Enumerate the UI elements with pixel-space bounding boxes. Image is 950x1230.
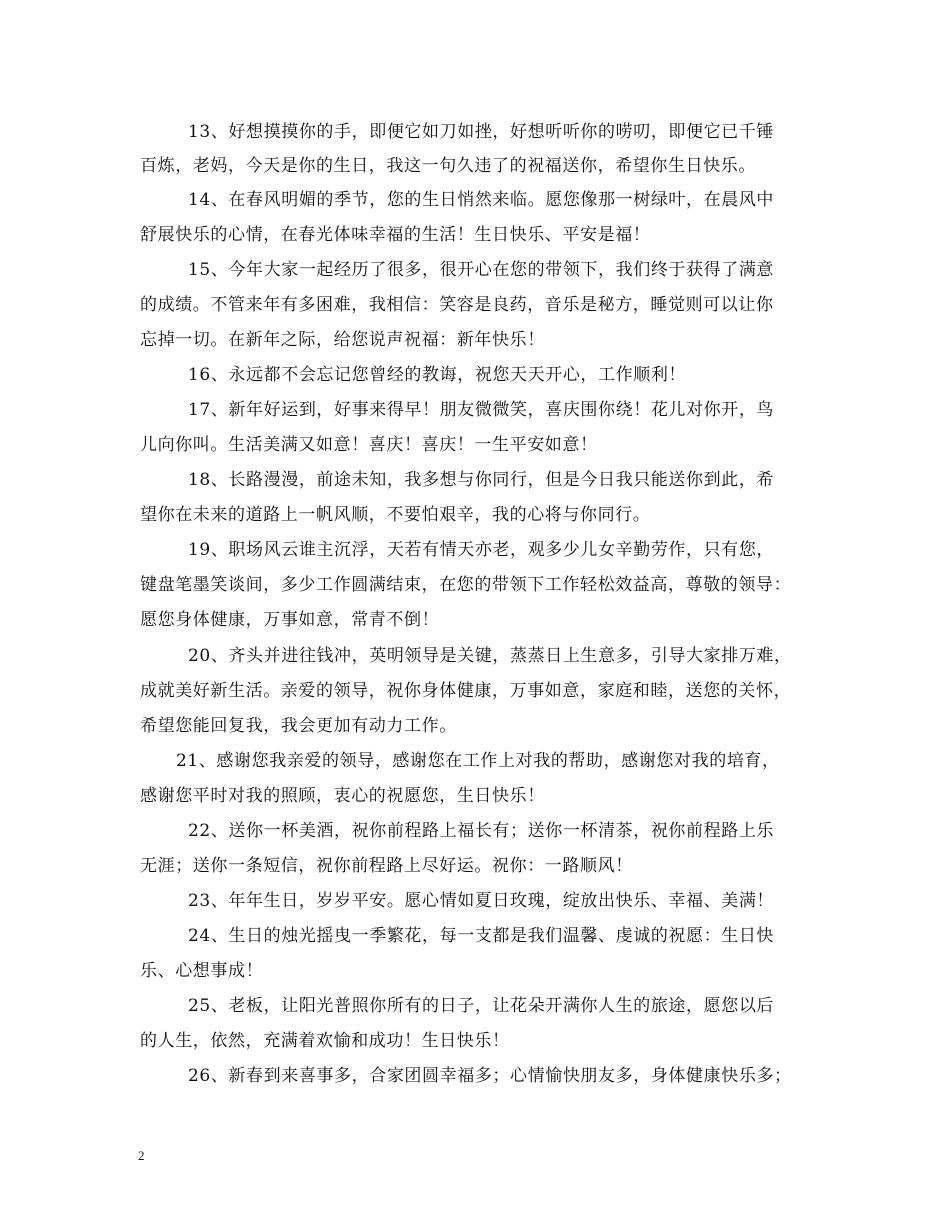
- paragraph-21-line-1: 21、感谢您我亲爱的领导，感谢您在工作上对我的帮助，感谢您对我的培育，: [176, 751, 780, 771]
- paragraph-15-line-1: 15、今年大家一起经历了很多，很开心在您的带领下，我们终于获得了满意: [188, 260, 775, 280]
- paragraph-14-line-1: 14、在春风明媚的季节，您的生日悄然来临。愿您像那一树绿叶，在晨风中: [188, 190, 775, 210]
- paragraph-20-line-3: 希望您能回复我，我会更加有动力工作。: [140, 716, 457, 736]
- paragraph-19-line-2: 键盘笔墨笑谈间，多少工作圆满结束，在您的带领下工作轻松效益高，尊敬的领导：: [140, 575, 792, 595]
- paragraph-22-line-1: 22、送你一杯美酒，祝你前程路上福长有；送你一杯清茶，祝你前程路上乐: [188, 821, 775, 841]
- paragraph-20-line-2: 成就美好新生活。亲爱的领导，祝你身体健康，万事如意，家庭和睦，送您的关怀，: [140, 681, 792, 701]
- paragraph-15-line-3: 忘掉一切。在新年之际，给您说声祝福：新年快乐！: [140, 330, 545, 350]
- paragraph-22-line-2: 无涯；送你一条短信，祝你前程路上尽好运。祝你：一路顺风！: [140, 856, 633, 876]
- paragraph-17-line-1: 17、新年好运到，好事来得早！朋友微微笑，喜庆围你绕！花儿对你开，鸟: [188, 400, 775, 420]
- paragraph-19-line-1: 19、职场风云谁主沉浮，天若有情天亦老，观多少儿女辛勤劳作，只有您，: [188, 540, 775, 560]
- paragraph-16-line-1: 16、永远都不会忘记您曾经的教诲，祝您天天开心，工作顺利！: [188, 365, 687, 385]
- paragraph-25-line-2: 的人生，依然，充满着欢愉和成功！生日快乐！: [140, 1031, 510, 1051]
- paragraph-19-line-3: 愿您身体健康，万事如意，常青不倒！: [140, 610, 440, 630]
- paragraph-24-line-1: 24、生日的烛光摇曳一季繁花，每一支都是我们温馨、虔诚的祝愿：生日快: [188, 926, 775, 946]
- paragraph-25-line-1: 25、老板，让阳光普照你所有的日子，让花朵开满你人生的旅途，愿您以后: [188, 996, 775, 1016]
- paragraph-24-line-2: 乐、心想事成！: [140, 961, 264, 981]
- paragraph-13-line-2: 百炼，老妈，今天是你的生日，我这一句久违了的祝福送你，希望你生日快乐。: [140, 156, 756, 176]
- paragraph-14-line-2: 舒展快乐的心情，在春光体味幸福的生活！生日快乐、平安是福！: [140, 225, 651, 245]
- paragraph-26-line-1: 26、新春到来喜事多，合家团圆幸福多；心情愉快朋友多，身体健康快乐多；: [188, 1066, 792, 1086]
- paragraph-17-line-2: 儿向你叫。生活美满又如意！喜庆！喜庆！一生平安如意！: [140, 435, 598, 455]
- paragraph-23-line-1: 23、年年生日，岁岁平安。愿心情如夏日玫瑰，绽放出快乐、幸福、美满！: [188, 891, 775, 911]
- paragraph-21-line-2: 感谢您平时对我的照顾，衷心的祝愿您，生日快乐！: [140, 786, 545, 806]
- paragraph-18-line-1: 18、长路漫漫，前途未知，我多想与你同行，但是今日我只能送你到此，希: [188, 470, 775, 490]
- paragraph-13-line-1: 13、好想摸摸你的手，即便它如刀如挫，好想听听你的唠叨，即便它已千锤: [188, 122, 775, 142]
- paragraph-20-line-1: 20、齐头并进往钱冲，英明领导是关键，蒸蒸日上生意多，引导大家排万难，: [188, 646, 792, 666]
- paragraph-18-line-2: 望你在未来的道路上一帆风顺，不要怕艰辛，我的心将与你同行。: [140, 505, 651, 525]
- page-number: 2: [138, 1148, 145, 1163]
- paragraph-15-line-2: 的成绩。不管来年有多困难，我相信：笑容是良药，音乐是秘方，睡觉则可以让你: [140, 295, 774, 315]
